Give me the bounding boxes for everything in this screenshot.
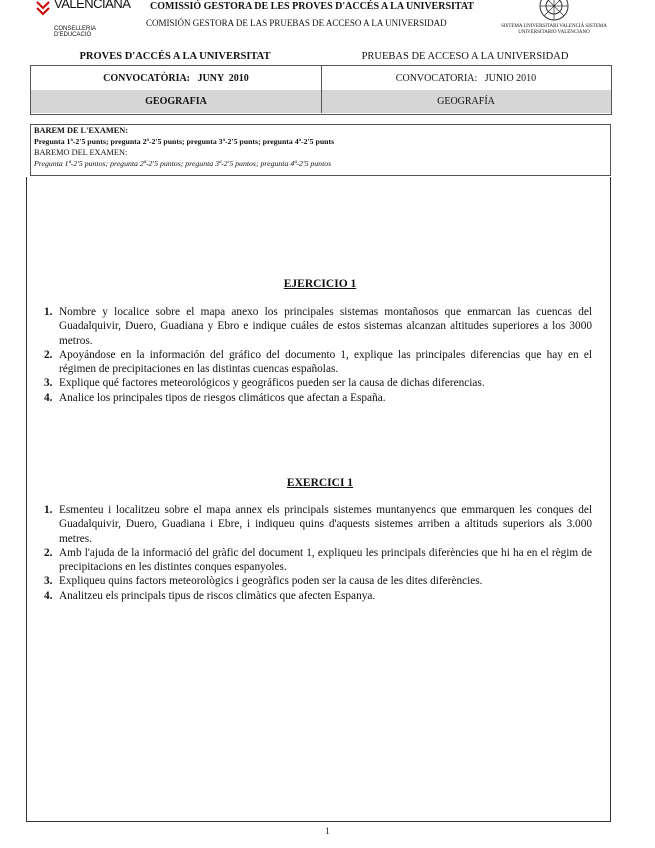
exercici-title: EXERCICI 1 xyxy=(286,477,354,489)
question-item xyxy=(44,391,592,405)
ejercicio-questions xyxy=(44,305,592,405)
question-number: 3. xyxy=(44,575,53,588)
question-item xyxy=(44,546,592,575)
barem-points-valencian: Pregunta 1ª-2'5 punts; pregunta 2ª-2'5 punts; pregunta 3ª-2'5 punts; pregunta 4ª-2'5 punts xyxy=(34,137,335,146)
title-spanish: PRUEBAS DE ACCESO A LA UNIVERSIDAD xyxy=(361,51,569,62)
convocatoria-valencian: CONVOCATÒRIA: JUNY 2010 xyxy=(31,66,322,90)
question-item xyxy=(44,503,592,546)
question-text: Apoyándose en la información del gráfico del documento 1, explique las principales diferencias que hay en el régimen de precipitaciones en las distintas cuencas españolas. xyxy=(59,348,592,376)
header-line-1: COMISSIÓ GESTORA DE LES PROVES D'ACCÉS A LA UNIVERSITAT xyxy=(150,1,474,12)
header-line-2: COMISIÓN GESTORA DE LAS PRUEBAS DE ACCESO A LA UNIVERSIDAD xyxy=(146,18,447,28)
convocatoria-row xyxy=(31,66,611,91)
question-number: 2. xyxy=(44,546,53,559)
convocatoria-spanish: CONVOCATORIA: JUNIO 2010 xyxy=(395,72,537,84)
question-text: Nombre y localice sobre el mapa anexo los principales sistemas montañosos que enmarcan las cuencas del Guadalquivir, Duero, Guadiana y Ebro e indique cuáles de estos sistemas alcanzan altitudes superiores a los 3000 metros. xyxy=(59,306,592,347)
subject-valencian: GEOGRAFIA xyxy=(31,90,322,113)
title-valencian: PROVES D'ACCÉS A LA UNIVERSITAT xyxy=(79,51,271,62)
ejercicio-title: EJERCICIO 1 xyxy=(283,278,357,290)
barem-points-spanish: Pregunta 1ª-2'5 puntos; pregunta 2ª-2'5 puntos; pregunta 3ª-2'5 puntos; pregunta 4ª-2'5 puntos xyxy=(34,159,332,168)
question-text: Expliqueu quins factors meteorològics i geogràfics poden ser la causa de les dites diferències. xyxy=(59,575,483,588)
question-text: Explique qué factores meteorológicos y geográficos pueden ser la causa de dichas diferencias. xyxy=(59,377,485,390)
question-item xyxy=(44,305,592,348)
question-number: 1. xyxy=(44,504,53,516)
subject-row xyxy=(31,90,611,113)
question-item xyxy=(44,376,592,390)
question-text: Analitzeu els principals tipus de riscos climàtics que afecten Espanya. xyxy=(59,589,376,602)
subject-spanish: GEOGRAFÍA xyxy=(437,96,495,107)
page-number: 1 xyxy=(325,826,330,836)
logo-left-sub: CONSELLERIA D'EDUCACIÓ xyxy=(54,26,96,38)
generalitat-emblem-icon xyxy=(36,0,50,18)
question-item xyxy=(44,574,592,588)
exam-info-grid xyxy=(30,65,612,115)
question-number: 4. xyxy=(44,391,53,404)
page-frame-right xyxy=(610,177,611,821)
generalitat-logo xyxy=(34,0,129,38)
question-text: Esmenteu i localitzeu sobre el mapa annex els principals sistemes muntanyencs que emmarquen les conques del Guadalquivir, Duero, Guadiana i Ebre, i indiqueu quins d'aquests sistemes arriben a altituds superiors als 3.000 metres. xyxy=(59,504,592,545)
logo-left-text: VALENCIANA xyxy=(54,0,131,11)
barem-title-spanish: BAREMO DEL EXAMEN: xyxy=(34,148,128,157)
question-item xyxy=(44,589,592,603)
university-emblem-icon xyxy=(534,0,574,24)
question-number: 1. xyxy=(44,306,53,318)
exercici-questions xyxy=(44,503,592,603)
grading-box xyxy=(30,124,611,176)
barem-title-valencian: BAREM DE L'EXAMEN: xyxy=(34,126,129,135)
page-frame-bottom xyxy=(26,821,611,822)
question-number: 2. xyxy=(44,348,53,361)
page-frame-left xyxy=(26,177,27,821)
question-number: 4. xyxy=(44,589,53,602)
question-text: Analice los principales tipos de riesgos climáticos que afectan a España. xyxy=(59,391,386,404)
question-text: Amb l'ajuda de la informació del gràfic del document 1, expliqueu les principals diferències que hi ha en el règim de precipitacions en les distintes conques espanyoles. xyxy=(59,546,592,574)
question-number: 3. xyxy=(44,377,53,390)
logo-right-text: SISTEMA UNIVERSITARI VALENCIÀ SISTEMA UNIVERSITARIO VALENCIANO xyxy=(501,24,607,35)
university-system-logo xyxy=(498,0,610,40)
question-item xyxy=(44,348,592,377)
